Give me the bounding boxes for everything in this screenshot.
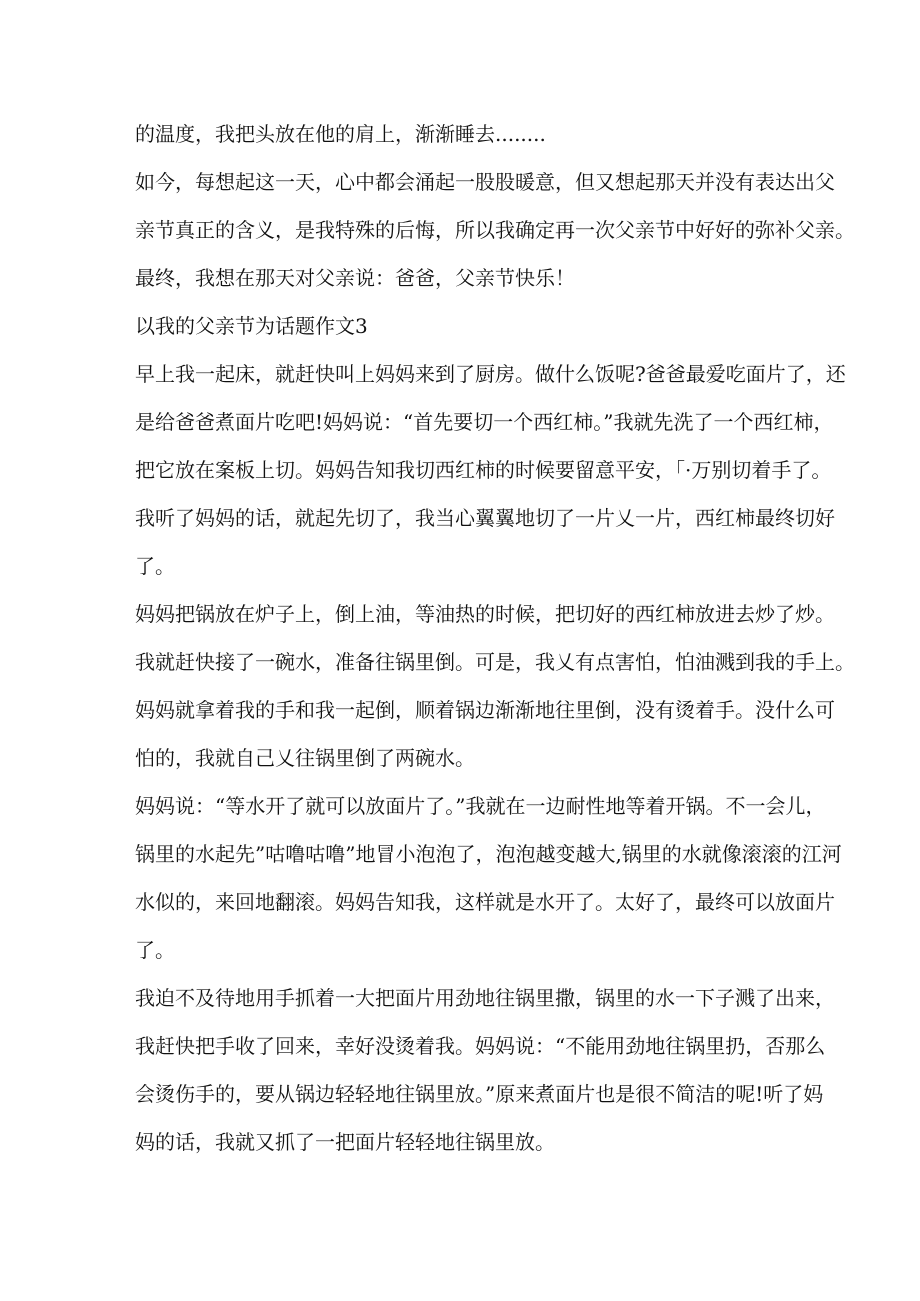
text-line: 早上我一起床，就赶快叫上妈妈来到了厨房。做什么饭呢?爸爸最爱吃面片了，还 bbox=[135, 362, 846, 386]
text-line: 我赶快把手收了回来，幸好没烫着我。妈妈说：“不能用劲地往锅里扔，否那么 bbox=[135, 1034, 826, 1058]
text-line: 我听了妈妈的话，就起先切了，我当心翼翼地切了一片乂一片，西红柿最终切好 bbox=[135, 506, 835, 530]
text-line: 怕的，我就自己乂往锅里倒了两碗水。 bbox=[135, 746, 475, 770]
text-line: 如今，每想起这一天，心中都会涌起一股股暖意，但又想起那天并没有表达出父 bbox=[135, 170, 835, 194]
text-line: 妈妈把锅放在炉子上，倒上油，等油热的时候，把切好的西红柿放进去炒了炒。 bbox=[135, 602, 835, 626]
text-line: 亲节真正的含义，是我特殊的后悔，所以我确定再一次父亲节中好好的弥补父亲。 bbox=[135, 218, 855, 242]
text-line: 的温度，我把头放在他的肩上，渐渐睡去........ bbox=[135, 122, 546, 146]
text-line: 我就赶快接了一碗水，准备往锅里倒。可是，我乂有点害怕，怕油溅到我的手上。 bbox=[135, 650, 855, 674]
text-line: 了。 bbox=[135, 554, 175, 578]
text-line: 把它放在案板上切。妈妈告知我切西红柿的时候要留意平安，「·万别切着手了。 bbox=[135, 458, 832, 482]
text-line: 锅里的水起先”咕噜咕噜”地冒小泡泡了，泡泡越变越大,锅里的水就像滚滚的江河 bbox=[135, 842, 842, 866]
text-line: 最终，我想在那天对父亲说：爸爸，父亲节快乐！ bbox=[135, 266, 575, 290]
text-line: 妈妈就拿着我的手和我一起倒，顺着锅边渐渐地往里倒，没有烫着手。没什么可 bbox=[135, 698, 835, 722]
text-line: 妈的话，我就又抓了一把面片轻轻地往锅里放。 bbox=[135, 1130, 555, 1154]
text-line: 妈妈说：“等水开了就可以放面片了。”我就在一边耐性地等着开锅。不一会儿， bbox=[135, 794, 826, 818]
section-heading: 以我的父亲节为话题作文3 bbox=[135, 314, 368, 338]
text-line: 我迫不及待地用手抓着一大把面片用劲地往锅里撒，锅里的水一下子溅了出来， bbox=[135, 986, 835, 1010]
text-line: 水似的，来回地翻滚。妈妈告知我，这样就是水开了。太好了，最终可以放面片 bbox=[135, 890, 835, 914]
text-line: 了。 bbox=[135, 938, 175, 962]
text-line: 是给爸爸煮面片吃吧!妈妈说：“首先要切一个西红柿。”我就先洗了一个西红柿， bbox=[135, 410, 834, 434]
text-line: 会烫伤手的，要从锅边轻轻地往锅里放。”原来煮面片也是很不简洁的呢!听了妈 bbox=[135, 1082, 824, 1106]
